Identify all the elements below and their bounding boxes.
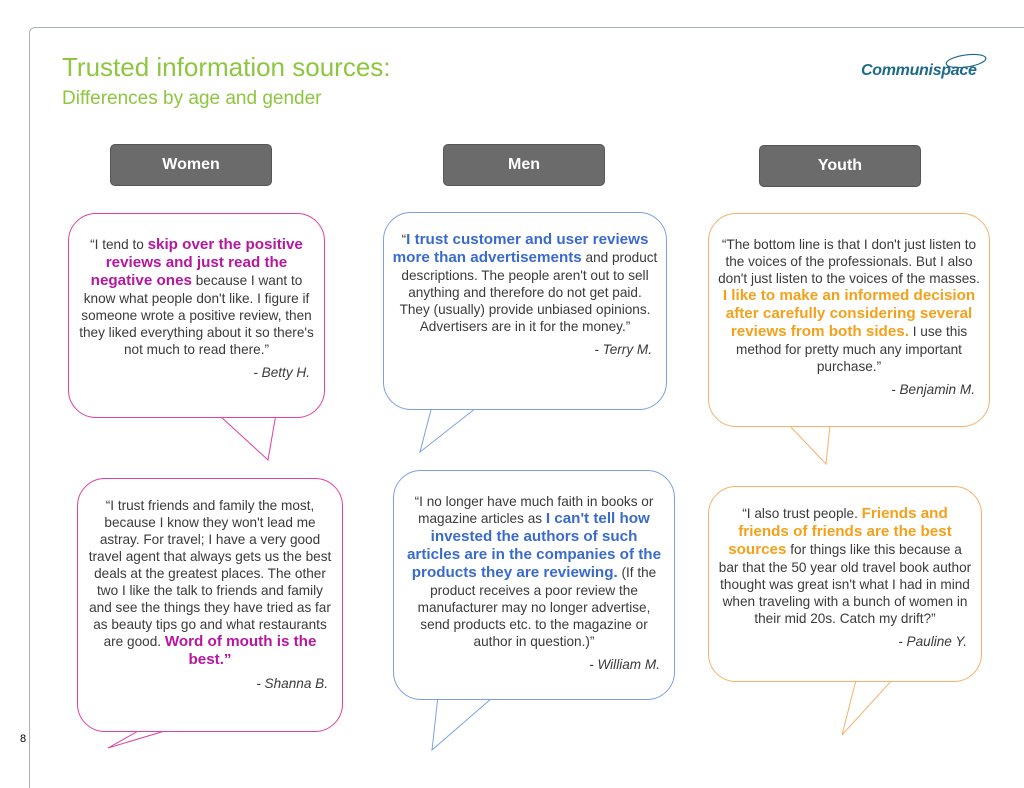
quote-highlight: skip over the positive reviews and just read the negative ones xyxy=(90,236,303,289)
youth-2-tail xyxy=(842,680,892,735)
quote-text xyxy=(77,236,316,358)
men-1-tail xyxy=(420,406,476,452)
quote-open: “I also trust people. xyxy=(742,506,862,521)
quote-open: “I no longer have much faith in books or magazine articles as xyxy=(414,494,654,526)
quote-highlight: Friends and friends of friends are the best sources xyxy=(728,505,952,558)
quote-open: “I trust friends and family the most, because I know they won't lead me astray. For travel; I have a very good travel agent that always gets us the best deals at the greatest places. The other two I like the talk to friends and family and see the things they have tried as far as beauty tips go and what restaurants are good. xyxy=(88,498,332,649)
quote-text xyxy=(717,236,981,375)
logo-suffix: space xyxy=(932,62,977,79)
quote-author: - Betty H. xyxy=(253,365,310,380)
quote-rest: I use this method for pretty much any important purchase.” xyxy=(736,324,968,374)
quote-open: “I tend to xyxy=(90,237,148,252)
quote-text xyxy=(392,231,658,335)
quote-author: - Terry M. xyxy=(594,342,652,357)
youth-quote-1 xyxy=(708,213,990,427)
youth-1-tail xyxy=(788,424,830,464)
quote-highlight: Word of mouth is the best.” xyxy=(164,633,317,668)
women-quote-1 xyxy=(68,213,325,418)
men-quote-1 xyxy=(383,212,667,410)
quote-author: - Pauline Y. xyxy=(898,634,967,649)
quote-open: “The bottom line is that I don't just listen to the voices of the professionals. But I also don't just listen to the voices of the masses. xyxy=(718,237,980,286)
women-header: Women xyxy=(110,144,272,186)
quote-rest: (If the product receives a poor review the manufacturer may no longer advertise, send products etc. to the magazine or author in question.)” xyxy=(417,565,657,649)
page-subtitle: Differences by age and gender xyxy=(62,88,322,109)
quote-text xyxy=(86,497,334,669)
youth-header: Youth xyxy=(759,145,921,187)
men-header: Men xyxy=(443,144,605,186)
quote-text xyxy=(402,493,666,650)
quote-highlight: I trust customer and user reviews more than advertisements xyxy=(392,231,649,266)
quote-highlight: I like to make an informed decision after carefully considering several reviews from both sides. xyxy=(722,287,976,340)
women-1-tail xyxy=(220,414,276,460)
page-number: 8 xyxy=(20,733,27,745)
quote-rest: and product descriptions. The people aren't out to sell anything and therefore do not get paid. They (usually) provide unbiased opinions. Advertisers are in it for the money.” xyxy=(399,250,658,334)
quote-text xyxy=(717,505,973,627)
quote-rest: for things like this because a bar that the 50 year old travel book author thought was great isn't what I had in mind when traveling with a bunch of women in their mid 20s. Catch my drift?” xyxy=(718,542,972,626)
youth-quote-2 xyxy=(708,486,982,682)
quote-author: - Shanna B. xyxy=(256,676,328,691)
men-quote-2 xyxy=(393,470,675,700)
women-quote-2 xyxy=(77,478,343,732)
women-2-tail xyxy=(108,730,168,748)
quote-highlight: I can't tell how invested the authors of such articles are in the companies of the products they are reviewing. xyxy=(406,510,662,581)
logo-prefix: Communi xyxy=(861,62,933,79)
men-2-tail xyxy=(432,696,492,750)
quote-open: “ xyxy=(401,232,407,247)
page-title: Trusted information sources: xyxy=(62,52,391,82)
quote-author: - William M. xyxy=(589,657,660,672)
quote-author: - Benjamin M. xyxy=(891,382,975,397)
quote-rest: because I want to know what people don't like. I figure if someone wrote a positive review, then they liked everything about it so there's not much to read there.” xyxy=(79,273,314,357)
